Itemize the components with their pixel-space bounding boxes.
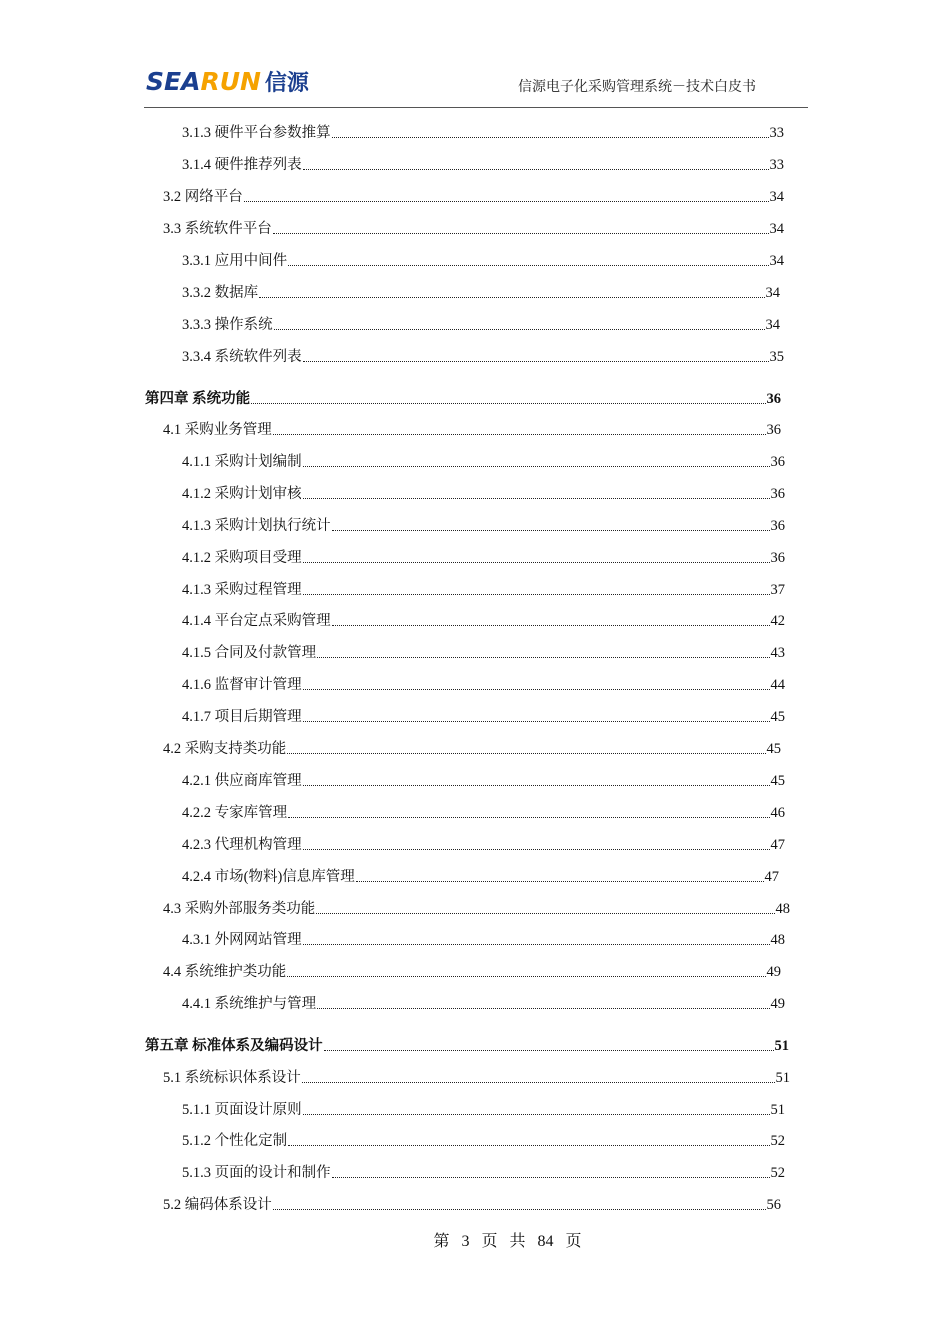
toc-entry-title: 5.2 编码体系设计 — [163, 1197, 272, 1213]
toc-entry-title: 4.1 采购业务管理 — [163, 422, 272, 438]
toc-entry-page-number: 33 — [769, 125, 784, 141]
dot-leader — [288, 816, 769, 818]
toc-entry[interactable] — [163, 897, 790, 919]
dot-leader — [287, 975, 765, 977]
toc-entry-title: 4.2.4 市场(物料)信息库管理 — [182, 869, 355, 885]
toc-entry[interactable] — [182, 705, 785, 727]
toc-entry-title: 3.3.2 数据库 — [182, 285, 259, 301]
toc-entry[interactable] — [182, 1098, 785, 1120]
toc-entry-page-number: 51 — [770, 1102, 785, 1118]
toc-entry-title: 4.1.2 采购项目受理 — [182, 550, 302, 566]
toc-entry[interactable] — [182, 928, 785, 950]
toc-entry-title: 4.3.1 外网网站管理 — [182, 932, 302, 948]
toc-entry-title: 4.2.2 专家库管理 — [182, 805, 288, 821]
dot-leader — [303, 465, 770, 467]
toc-entry-title: 4.1.4 平台定点采购管理 — [182, 613, 331, 629]
dot-leader — [303, 168, 769, 170]
toc-entry-title: 3.3 系统软件平台 — [163, 221, 272, 237]
toc-entry-page-number: 49 — [770, 996, 785, 1012]
dot-leader — [324, 1049, 774, 1051]
toc-entry-page-number: 33 — [769, 157, 784, 173]
dot-leader — [273, 433, 766, 435]
toc-entry-title: 4.1.3 采购计划执行统计 — [182, 518, 331, 534]
dot-leader — [303, 720, 770, 722]
toc-entry-title: 3.2 网络平台 — [163, 189, 243, 205]
toc-entry-title: 3.3.3 操作系统 — [182, 317, 273, 333]
toc-entry-page-number: 42 — [770, 613, 785, 629]
logo-wordmark: SEARUN — [146, 66, 261, 96]
toc-entry[interactable] — [182, 578, 785, 600]
dot-leader — [317, 656, 769, 658]
toc-entry-page-number: 49 — [766, 964, 781, 980]
toc-entry-title: 3.1.4 硬件推荐列表 — [182, 157, 302, 173]
toc-entry-title: 第五章 标准体系及编码设计 — [145, 1038, 323, 1054]
dot-leader — [332, 624, 770, 626]
dot-leader — [332, 136, 769, 138]
toc-entry[interactable] — [182, 865, 779, 887]
toc-entry-title: 4.2 采购支持类功能 — [163, 741, 287, 757]
toc-entry[interactable] — [182, 281, 780, 303]
toc-entry[interactable] — [182, 1161, 785, 1183]
dot-leader — [273, 232, 769, 234]
toc-entry-title: 3.3.1 应用中间件 — [182, 253, 288, 269]
toc-entry[interactable] — [163, 960, 781, 982]
dot-leader — [288, 264, 768, 266]
dot-leader — [316, 912, 774, 914]
dot-leader — [303, 943, 770, 945]
toc-entry[interactable] — [182, 153, 784, 175]
toc-entry[interactable] — [182, 1129, 785, 1151]
toc-entry[interactable] — [163, 418, 781, 440]
toc-entry-title: 5.1.1 页面设计原则 — [182, 1102, 302, 1118]
toc-entry-page-number: 51 — [775, 1070, 790, 1086]
toc-entry-title: 3.1.3 硬件平台参数推算 — [182, 125, 331, 141]
toc-chapter-entry[interactable] — [145, 387, 781, 409]
toc-entry-page-number: 51 — [774, 1038, 789, 1054]
dot-leader — [317, 1007, 769, 1009]
toc-entry-title: 3.3.4 系统软件列表 — [182, 349, 302, 365]
dot-leader — [288, 1144, 769, 1146]
toc-entry-page-number: 52 — [770, 1165, 785, 1181]
toc-entry[interactable] — [182, 313, 780, 335]
dot-leader — [244, 200, 769, 202]
toc-entry[interactable] — [182, 514, 785, 536]
toc-entry-page-number: 34 — [769, 221, 784, 237]
toc-entry-page-number: 36 — [766, 391, 781, 407]
toc-entry-page-number: 47 — [770, 837, 785, 853]
toc-entry-title: 第四章 系统功能 — [145, 391, 251, 407]
toc-entry-page-number: 46 — [770, 805, 785, 821]
toc-entry-page-number: 37 — [770, 582, 785, 598]
toc-entry-page-number: 35 — [769, 349, 784, 365]
toc-entry-page-number: 43 — [770, 645, 785, 661]
toc-entry-page-number: 56 — [766, 1197, 781, 1213]
toc-entry-page-number: 34 — [765, 285, 780, 301]
dot-leader — [332, 1176, 770, 1178]
toc-entry-page-number: 36 — [770, 518, 785, 534]
toc-entry-title: 5.1 系统标识体系设计 — [163, 1070, 301, 1086]
dot-leader — [356, 880, 764, 882]
toc-entry-title: 4.4.1 系统维护与管理 — [182, 996, 317, 1012]
dot-leader — [303, 360, 769, 362]
toc-entry[interactable] — [163, 185, 784, 207]
toc-entry-page-number: 48 — [770, 932, 785, 948]
toc-entry[interactable] — [182, 801, 785, 823]
toc-entry-title: 4.1.6 监督审计管理 — [182, 677, 302, 693]
toc-entry-page-number: 36 — [770, 454, 785, 470]
dot-leader — [303, 688, 770, 690]
toc-entry-title: 4.1.5 合同及付款管理 — [182, 645, 317, 661]
toc-entry-page-number: 45 — [770, 773, 785, 789]
logo-chinese-name: 信源 — [264, 70, 309, 96]
toc-entry-page-number: 45 — [770, 709, 785, 725]
toc-entry[interactable] — [182, 609, 785, 631]
toc-entry[interactable] — [163, 217, 784, 239]
dot-leader — [302, 1081, 775, 1083]
toc-entry[interactable] — [182, 482, 785, 504]
toc-entry-page-number: 36 — [766, 422, 781, 438]
dot-leader — [259, 296, 764, 298]
toc-entry[interactable] — [163, 1193, 781, 1215]
dot-leader — [251, 402, 765, 404]
toc-entry-page-number: 45 — [766, 741, 781, 757]
toc-entry-title: 4.2.1 供应商库管理 — [182, 773, 302, 789]
toc-entry-title: 4.2.3 代理机构管理 — [182, 837, 302, 853]
dot-leader — [273, 1208, 766, 1210]
toc-entry[interactable] — [182, 249, 784, 271]
toc-entry-page-number: 52 — [770, 1133, 785, 1149]
dot-leader — [303, 561, 770, 563]
dot-leader — [303, 848, 770, 850]
toc-entry-title: 4.1.3 采购过程管理 — [182, 582, 302, 598]
toc-entry-title: 4.1.2 采购计划审核 — [182, 486, 302, 502]
toc-entry-title: 5.1.3 页面的设计和制作 — [182, 1165, 331, 1181]
toc-entry[interactable] — [182, 769, 785, 791]
toc-entry[interactable] — [182, 450, 785, 472]
toc-entry-title: 4.4 系统维护类功能 — [163, 964, 287, 980]
toc-entry-page-number: 36 — [770, 486, 785, 502]
toc-entry[interactable] — [182, 992, 785, 1014]
toc-entry[interactable] — [182, 673, 785, 695]
dot-leader — [303, 1113, 770, 1115]
toc-entry-title: 5.1.2 个性化定制 — [182, 1133, 288, 1149]
page-footer: 第 3 页 共 84 页 — [433, 1233, 582, 1250]
dot-leader — [303, 593, 770, 595]
toc-entry-page-number: 34 — [765, 317, 780, 333]
document-title: 信源电子化采购管理系统－技术白皮书 — [518, 79, 756, 95]
toc-entry[interactable] — [163, 1066, 790, 1088]
dot-leader — [332, 529, 770, 531]
toc-chapter-entry[interactable] — [145, 1034, 789, 1056]
toc-entry[interactable] — [182, 833, 785, 855]
dot-leader — [303, 784, 770, 786]
toc-entry-title: 4.1.7 项目后期管理 — [182, 709, 302, 725]
toc-entry-title: 4.1.1 采购计划编制 — [182, 454, 302, 470]
toc-entry[interactable] — [182, 641, 785, 663]
toc-entry[interactable] — [182, 546, 785, 568]
toc-entry-title: 4.3 采购外部服务类功能 — [163, 901, 316, 917]
toc-entry-page-number: 47 — [764, 869, 779, 885]
dot-leader — [274, 328, 765, 330]
toc-entry-page-number: 36 — [770, 550, 785, 566]
toc-entry-page-number: 34 — [769, 253, 784, 269]
toc-entry[interactable] — [182, 121, 784, 143]
toc-entry-page-number: 34 — [769, 189, 784, 205]
toc-entry[interactable] — [163, 737, 781, 759]
toc-entry-page-number: 44 — [770, 677, 785, 693]
toc-entry[interactable] — [182, 345, 784, 367]
dot-leader — [287, 752, 765, 754]
dot-leader — [303, 497, 770, 499]
toc-entry-page-number: 48 — [775, 901, 790, 917]
